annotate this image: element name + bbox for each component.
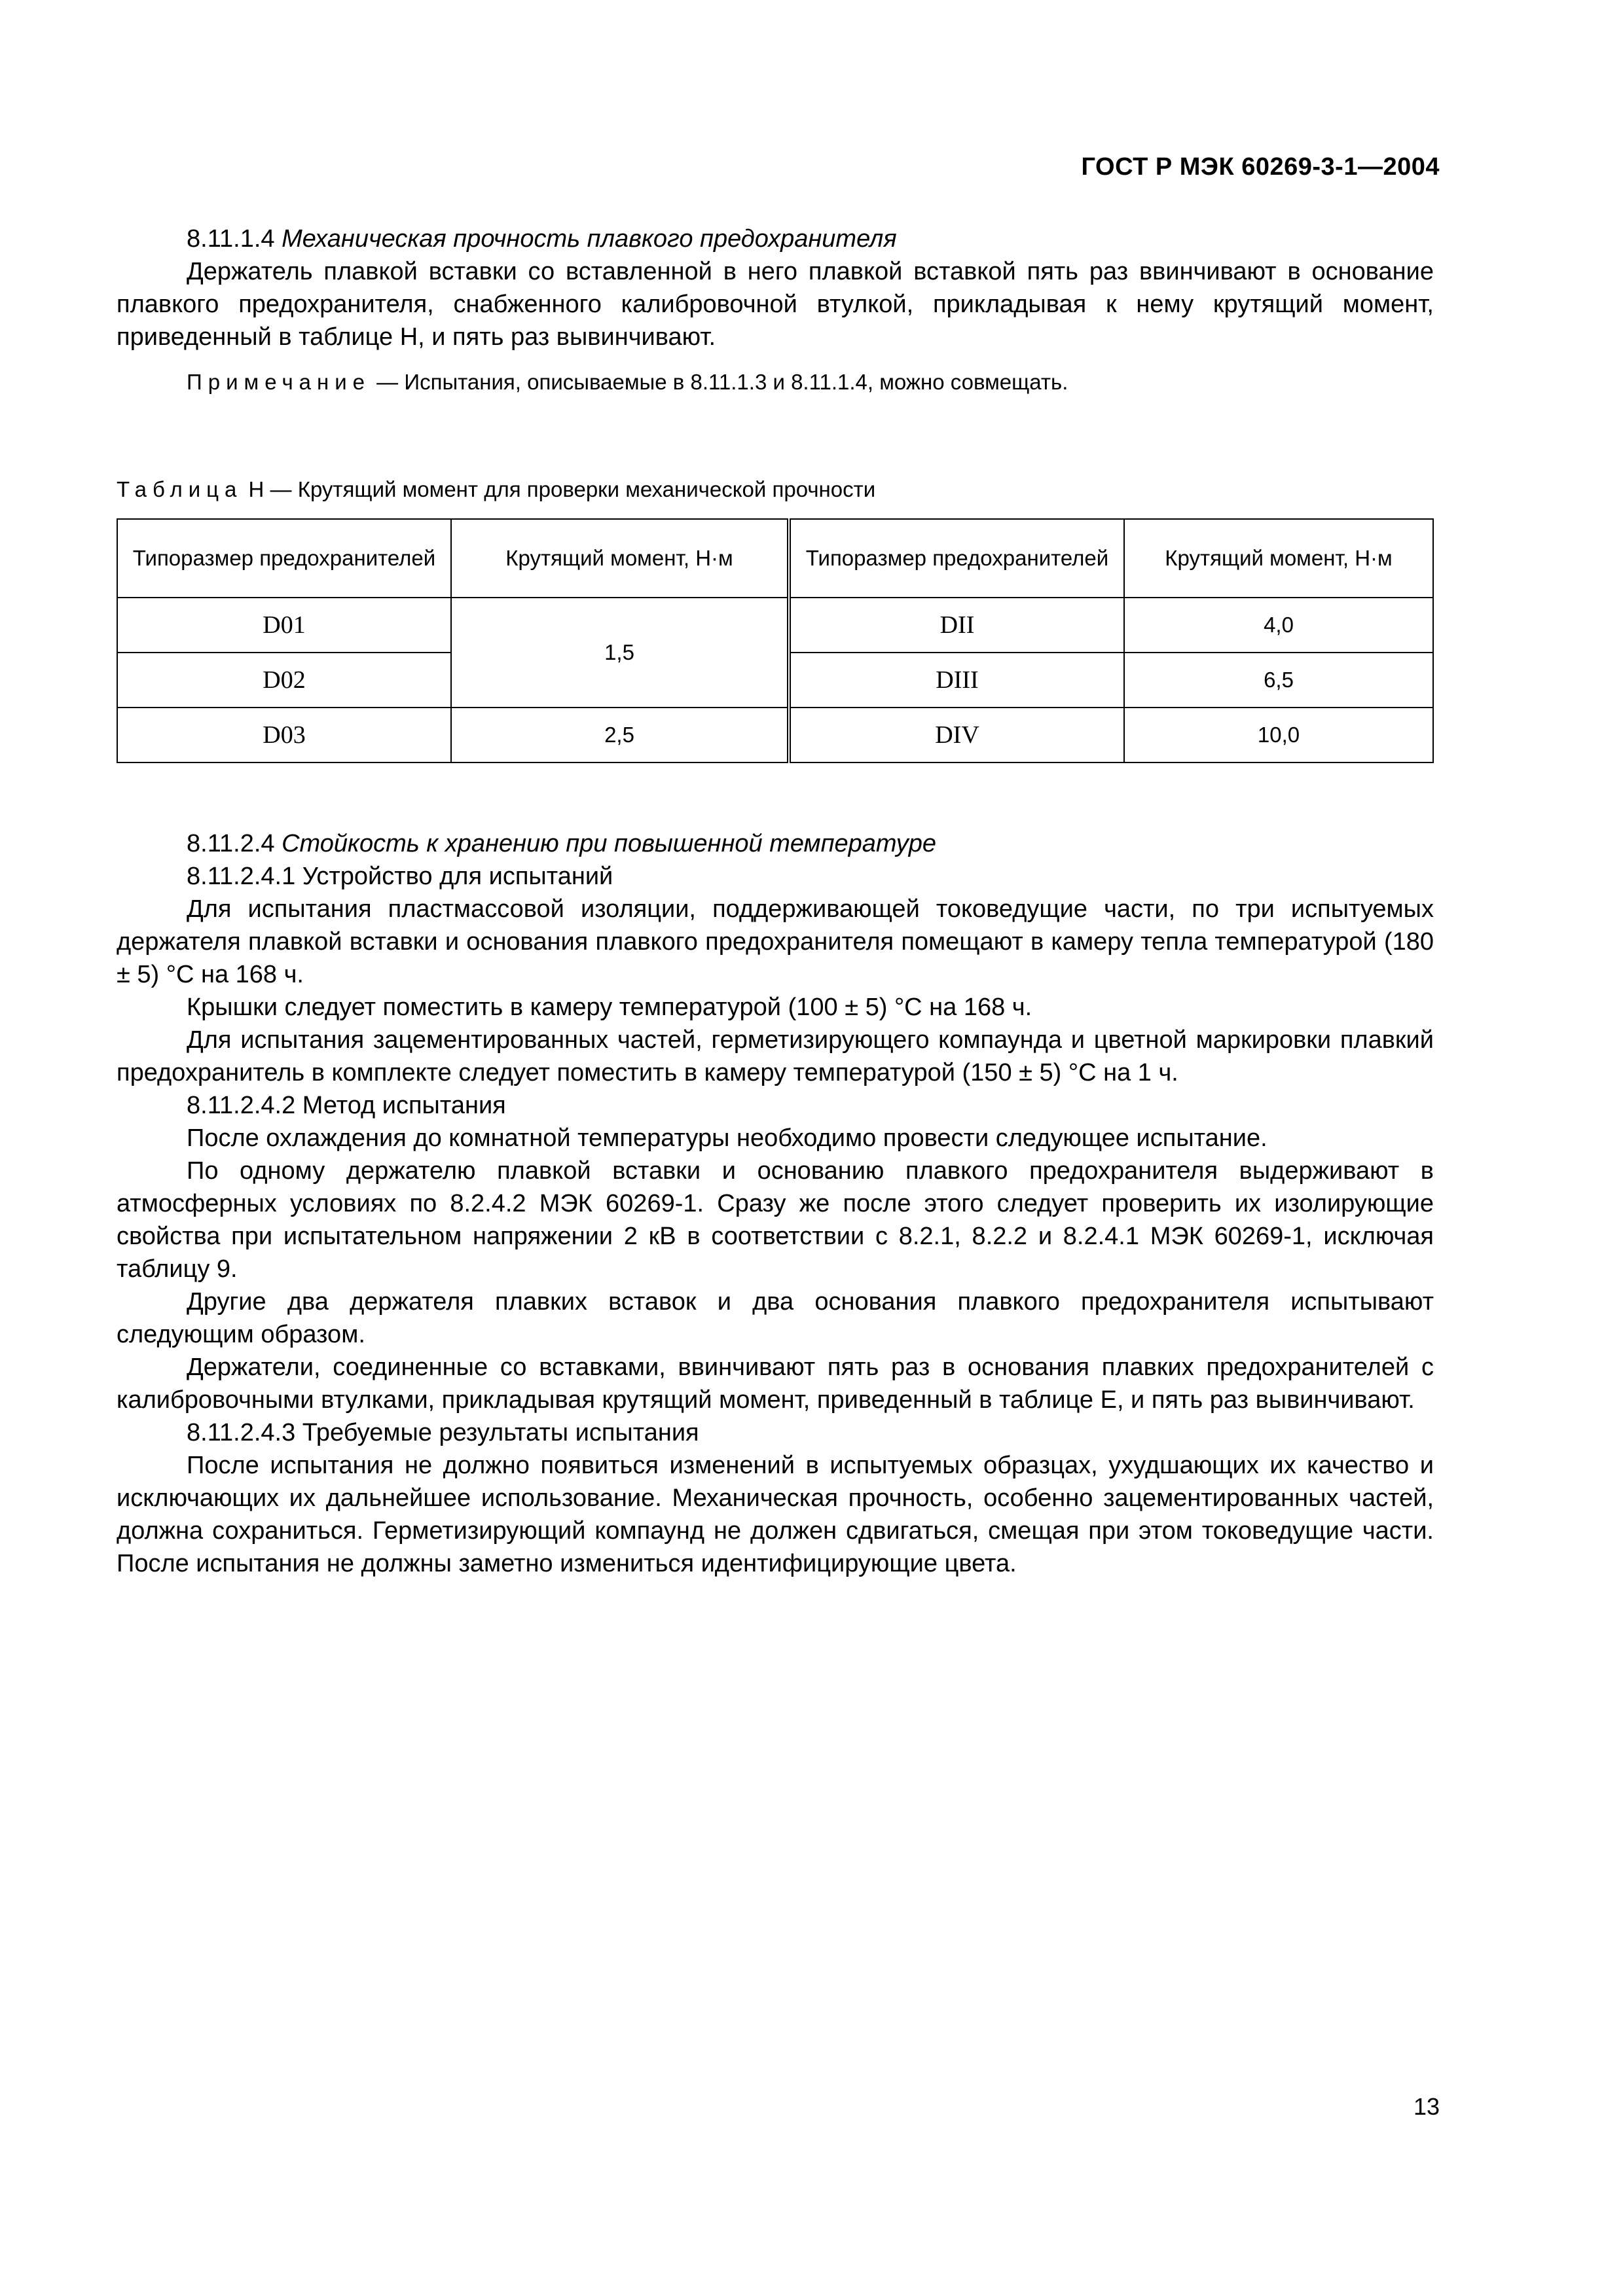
table-caption bbox=[117, 475, 1434, 504]
paragraph: Держатель плавкой вставки со вставленной в него плавкой вставкой пять раз ввинчивают в основание плавкого предохранителя, снабженного калибровочной втулкой, прикладывая к нему крутящий момент, приведенный в таблице Н, и пять раз вывинчивают. bbox=[117, 258, 1434, 351]
section-number: 8.11.2.4 bbox=[187, 830, 275, 857]
section-title: Стойкость к хранению при повышенной температуре bbox=[282, 830, 937, 857]
table-cell: D02 bbox=[117, 653, 451, 708]
header-cell: Крутящий момент, Н·м bbox=[1124, 519, 1433, 598]
section-8-11-2-4 bbox=[117, 827, 1434, 1580]
table-row bbox=[117, 708, 1433, 762]
note-label: Примечание bbox=[187, 370, 371, 394]
header-cell: Типоразмер предохранителей bbox=[789, 519, 1124, 598]
paragraph: После охлаждения до комнатной температуры необходимо провести следующее испытание. bbox=[187, 1124, 1267, 1152]
table-cell: DIV bbox=[789, 708, 1124, 762]
table-header-row bbox=[117, 519, 1433, 598]
note-text: — Испытания, описываемые в 8.11.1.3 и 8.11.1.4, можно совмещать. bbox=[371, 370, 1068, 394]
paragraph: После испытания не должно появиться изменений в испытуемых образцах, ухудшающих их качество и исключающих их дальнейшее использование. Механическая прочность, особенно зацементированных частей, должна сохраниться. Герметизирующий компаунд не должен сдвигаться, смещая при этом токоведущие части. После испытания не должны заметно измениться идентифицирующие цвета. bbox=[117, 1452, 1434, 1577]
table-cell: D03 bbox=[117, 708, 451, 762]
section-heading-8-11-1-4 bbox=[117, 223, 1434, 255]
section-heading-8-11-2-4-3: 8.11.2.4.3 Требуемые результаты испытания bbox=[187, 1419, 699, 1446]
header-cell: Крутящий момент, Н·м bbox=[451, 519, 789, 598]
document-header: ГОСТ Р МЭК 60269-3-1—2004 bbox=[1081, 153, 1440, 181]
paragraph: Для испытания зацементированных частей, герметизирующего компаунда и цветной маркировки плавкий предохранитель в комплекте следует поместить в камеру температурой (150 ± 5) °С на 1 ч. bbox=[117, 1026, 1434, 1086]
section-heading-8-11-2-4-1: 8.11.2.4.1 Устройство для испытаний bbox=[187, 863, 613, 890]
page-number: 13 bbox=[1413, 2093, 1440, 2120]
paragraph: Для испытания пластмассовой изоляции, поддерживающей токоведущие части, по три испытуемых держателя плавкой вставки и основания плавкого предохранителя помещают в камеру тепла температурой (180 ± 5) °С на 168 ч. bbox=[117, 895, 1434, 988]
torque-table bbox=[117, 518, 1434, 763]
table-caption-label: Таблица bbox=[117, 477, 243, 501]
page-content bbox=[117, 223, 1434, 1580]
paragraph: Другие два держателя плавких вставок и два основания плавкого предохранителя испытывают следующим образом. bbox=[117, 1288, 1434, 1348]
table-cell: DIII bbox=[789, 653, 1124, 708]
table-row bbox=[117, 598, 1433, 653]
paragraph: Держатели, соединенные со вставками, ввинчивают пять раз в основания плавких предохранителей с калибровочными втулками, прикладывая крутящий момент, приведенный в таблице Е, и пять раз вывинчивают. bbox=[117, 1354, 1434, 1414]
paragraph: Крышки следует поместить в камеру температурой (100 ± 5) °С на 168 ч. bbox=[187, 994, 1032, 1021]
section-heading-8-11-2-4 bbox=[117, 827, 1434, 860]
note bbox=[117, 368, 1434, 397]
table-cell: 6,5 bbox=[1124, 653, 1433, 708]
section-heading-8-11-2-4-2: 8.11.2.4.2 Метод испытания bbox=[187, 1092, 506, 1119]
table-cell: D01 bbox=[117, 598, 451, 653]
table-cell: 4,0 bbox=[1124, 598, 1433, 653]
paragraph: По одному держателю плавкой вставки и основанию плавкого предохранителя выдерживают в атмосферных условиях по 8.2.4.2 МЭК 60269-1. Сразу же после этого следует проверить их изолирующие свойства при испытательном напряжении 2 кВ в соответствии с 8.2.1, 8.2.2 и 8.2.4.1 МЭК 60269-1, исключая таблицу 9. bbox=[117, 1157, 1434, 1283]
section-number: 8.11.1.4 bbox=[187, 225, 275, 253]
table-cell: 2,5 bbox=[451, 708, 789, 762]
table-cell: 10,0 bbox=[1124, 708, 1433, 762]
section-title: Механическая прочность плавкого предохранителя bbox=[282, 225, 897, 253]
table-cell: 1,5 bbox=[451, 598, 789, 708]
table-cell: DII bbox=[789, 598, 1124, 653]
header-cell: Типоразмер предохранителей bbox=[117, 519, 451, 598]
table-caption-text: Н — Крутящий момент для проверки механической прочности bbox=[242, 477, 876, 501]
